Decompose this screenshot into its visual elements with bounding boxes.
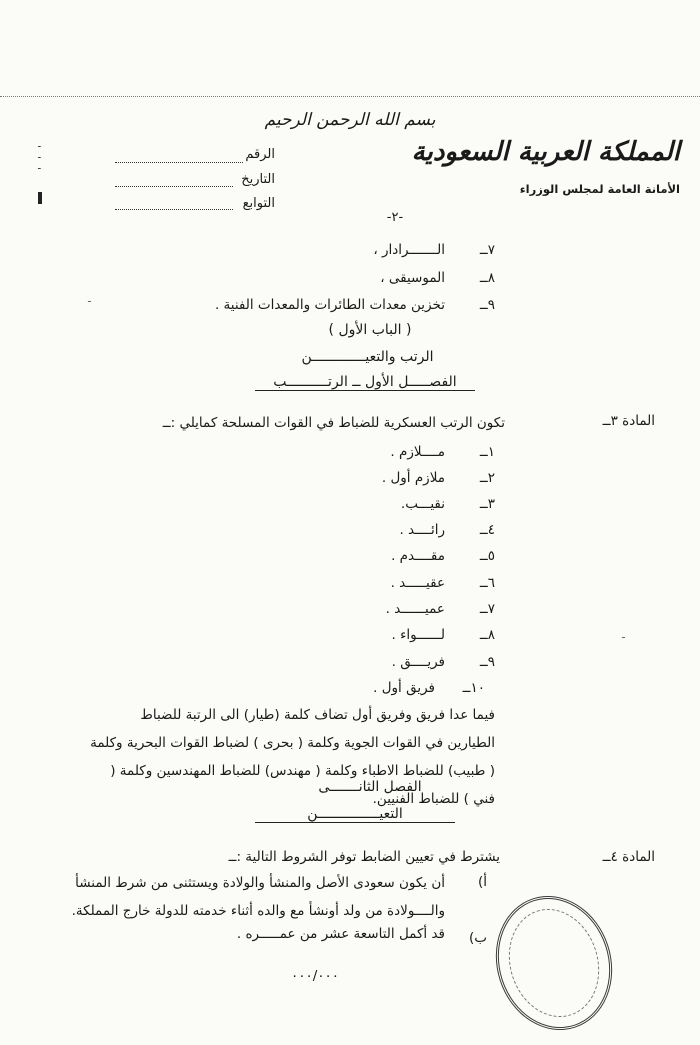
logo-title: المملكة العربية السعودية (411, 137, 680, 167)
list-item-number: ٨ــ (479, 270, 495, 286)
number-label: الرقم (245, 147, 275, 162)
rank-number: ٢ــ (479, 470, 495, 486)
margin-marks: ـ ـ ـ (38, 140, 41, 172)
chapter2-subtitle: التعيـــــــــــــــن (255, 806, 455, 823)
rank-text: مقــــدم . (391, 548, 445, 564)
rank-number: ٩ــ (479, 654, 495, 670)
rank-text: عقيـــــد . (390, 575, 445, 591)
top-dotted-border (0, 96, 700, 97)
rank-text: ملازم أول . (381, 470, 445, 486)
basmala: بسم الله الرحمن الرحيم (264, 110, 436, 130)
rank-number: ٧ــ (479, 601, 495, 617)
rank-number: ٥ــ (479, 548, 495, 564)
chapter2-title: الفصل الثانـــــــى (318, 779, 422, 795)
article3-intro: تكون الرتب العسكرية للضباط في القوات المسلحة كمايلي :ــ (162, 415, 505, 431)
clause-letter: ب) (469, 930, 487, 946)
official-stamp (479, 881, 629, 1045)
rank-number: ٣ــ (479, 496, 495, 512)
clause-text: قد أكمل التاسعة عشر من عمـــــره . (236, 926, 445, 942)
page-footer: ٠٠٠/٠٠٠ (290, 968, 340, 984)
rank-number: ٦ــ (479, 575, 495, 591)
rank-text: رائــــد . (399, 522, 445, 538)
rank-number: ٤ــ (479, 522, 495, 538)
article4-label: المادة ٤ــ (602, 849, 655, 865)
date-label: التاريخ (241, 172, 275, 187)
part-subtitle: الرتب والتعيـــــــــــــن (301, 349, 434, 365)
rank-number: ١٠ــ (462, 680, 485, 696)
clause-text: أن يكون سعودى الأصل والمنشأ والولادة ويستثنى من شرط المنشأ والــــولادة من ولد أونشأ مع والده أثناء خدمته للدولة خارج المملكة. (71, 875, 445, 919)
list-item-text: الموسيقى ، (380, 270, 445, 286)
part-title: ( الباب الأول ) (328, 322, 412, 338)
rank-text: مــــلازم . (390, 444, 445, 460)
rank-text: فريق أول . (373, 680, 435, 696)
rank-text: فريــــق . (391, 654, 445, 670)
attachments-field (115, 209, 233, 210)
rank-text: لــــــواء . (391, 627, 445, 643)
attachments-label: التوابع (242, 196, 275, 211)
list-item-text: الـــــــرادار ، (373, 242, 445, 258)
list-item-number: ٧ــ (479, 242, 495, 258)
number-field (115, 162, 243, 163)
rank-number: ٨ــ (479, 627, 495, 643)
clause-letter: أ) (477, 874, 487, 890)
margin-mark-bar (38, 192, 42, 204)
article4-intro: يشترط في تعيين الضابط توفر الشروط التالية :ــ (228, 849, 500, 865)
rank-number: ١ــ (479, 444, 495, 460)
rank-text: عميــــــد . (385, 601, 445, 617)
logo-subtitle: الأمانة العامة لمجلس الوزراء (519, 182, 680, 196)
article3-label: المادة ٣ــ (602, 413, 655, 429)
rank-text: نقيـــب. (400, 496, 445, 512)
ink-speck: ـ (622, 630, 625, 641)
chapter1-title: الفصـــــل الأول ــ الرتــــــــــب (255, 374, 475, 391)
page-number: -٢- (386, 210, 404, 225)
list-item-number: ٩ــ (479, 297, 495, 313)
ink-speck: ـ (88, 294, 91, 305)
date-field (115, 186, 233, 187)
list-item-text: تخزين معدات الطائرات والمعدات الفنية . (214, 297, 445, 313)
article3-note: فيما عدا فريق وفريق أول تضاف كلمة (طيار) الى الرتبة للضباط الطيارين في القوات الجوية وكلمة ( بحرى ) لضباط القوات البحرية وكلمة ( طبيب) للضباط الاطباء وكلمة ( مهندس) للضباط المهندسين وكلمة ( فني ) للضباط الفنيين. (90, 707, 495, 807)
